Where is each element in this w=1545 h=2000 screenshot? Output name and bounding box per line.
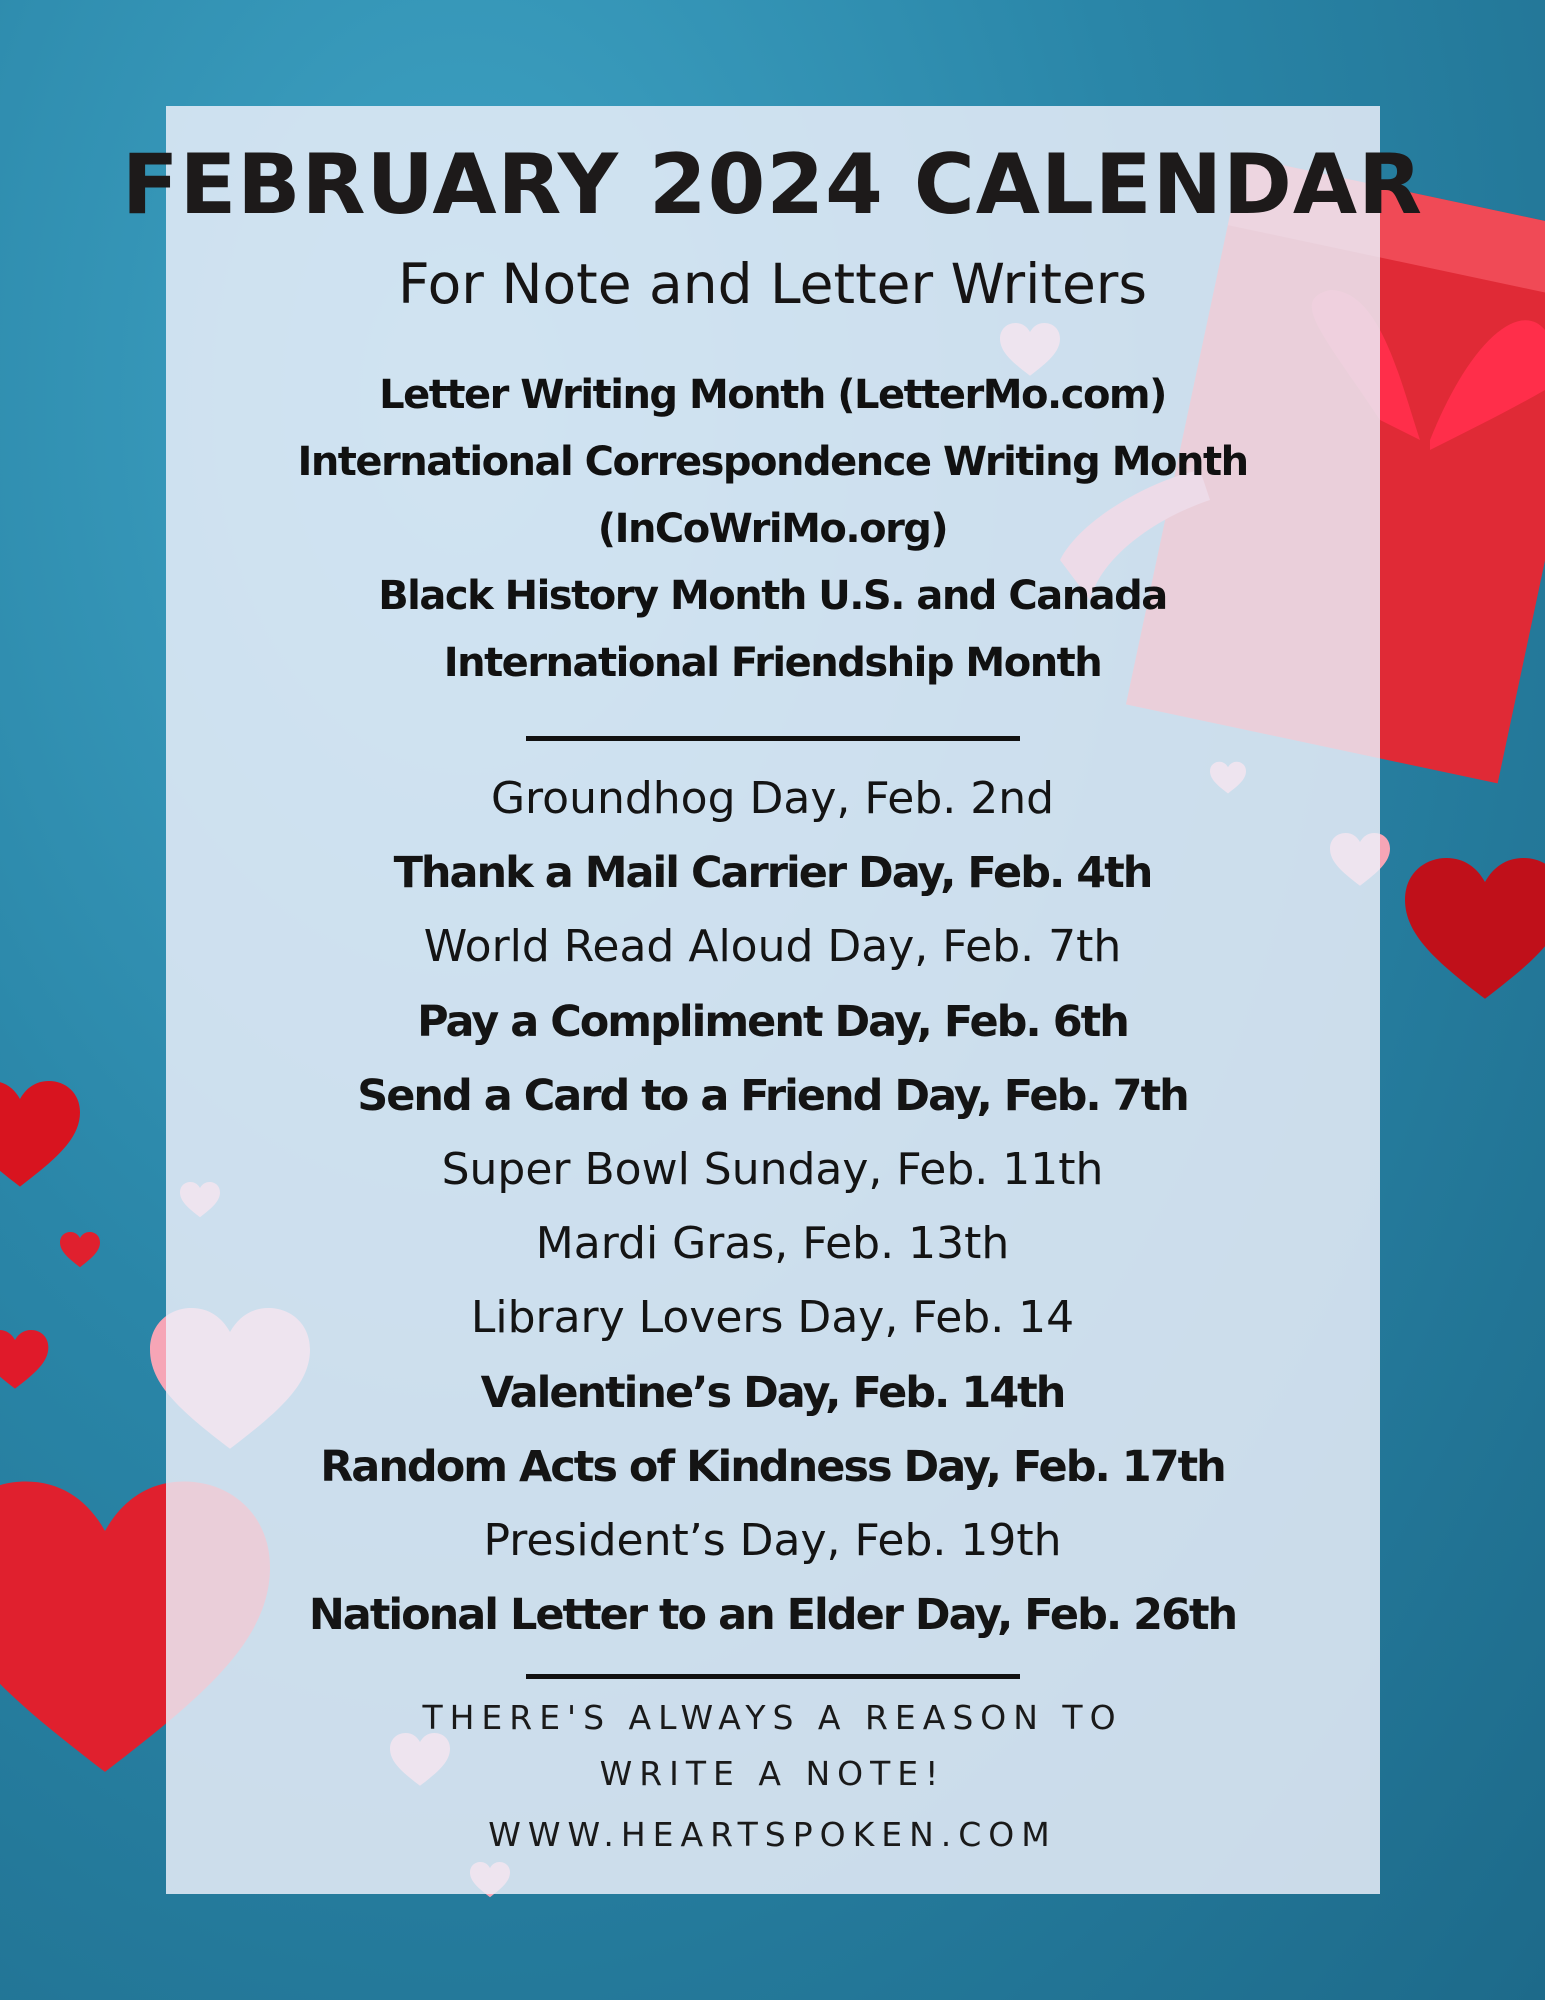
event-item: Mardi Gras, Feb. 13th [535,1218,1010,1270]
event-item: Library Lovers Day, Feb. 14 [470,1292,1075,1344]
event-item: National Letter to an Elder Day, Feb. 26th [308,1590,1237,1641]
observance-item: International Friendship Month [443,640,1102,686]
observance-item: (InCoWriMo.org) [597,506,948,552]
event-item: Super Bowl Sunday, Feb. 11th [441,1143,1104,1195]
tagline [0,1690,1545,1802]
monthly-observances-list [0,362,1545,697]
tagline-line-1: THERE'S ALWAYS A REASON TO [422,1698,1123,1737]
observance-item: Letter Writing Month (LetterMo.com) [379,372,1166,418]
observance-item: Black History Month U.S. and Canada [378,573,1167,619]
events-list [0,762,1545,1652]
observance-item: International Correspondence Writing Month [297,439,1248,485]
event-item: Thank a Mail Carrier Day, Feb. 4th [393,848,1152,899]
divider-top [526,736,1020,741]
event-item: Random Acts of Kindness Day, Feb. 17th [320,1441,1225,1492]
event-item: Send a Card to a Friend Day, Feb. 7th [357,1070,1188,1121]
website-url: WWW.HEARTSPOKEN.COM [488,1815,1057,1854]
event-item: President’s Day, Feb. 19th [483,1514,1062,1566]
event-item: Pay a Compliment Day, Feb. 6th [417,996,1128,1047]
page-subtitle: For Note and Letter Writers [397,252,1148,316]
event-item: Groundhog Day, Feb. 2nd [490,773,1055,824]
event-item: World Read Aloud Day, Feb. 7th [423,921,1122,973]
divider-bottom [526,1674,1020,1679]
page-title: FEBRUARY 2024 CALENDAR [121,136,1424,233]
tagline-line-2: WRITE A NOTE! [599,1754,946,1793]
event-item: Valentine’s Day, Feb. 14th [480,1367,1065,1418]
